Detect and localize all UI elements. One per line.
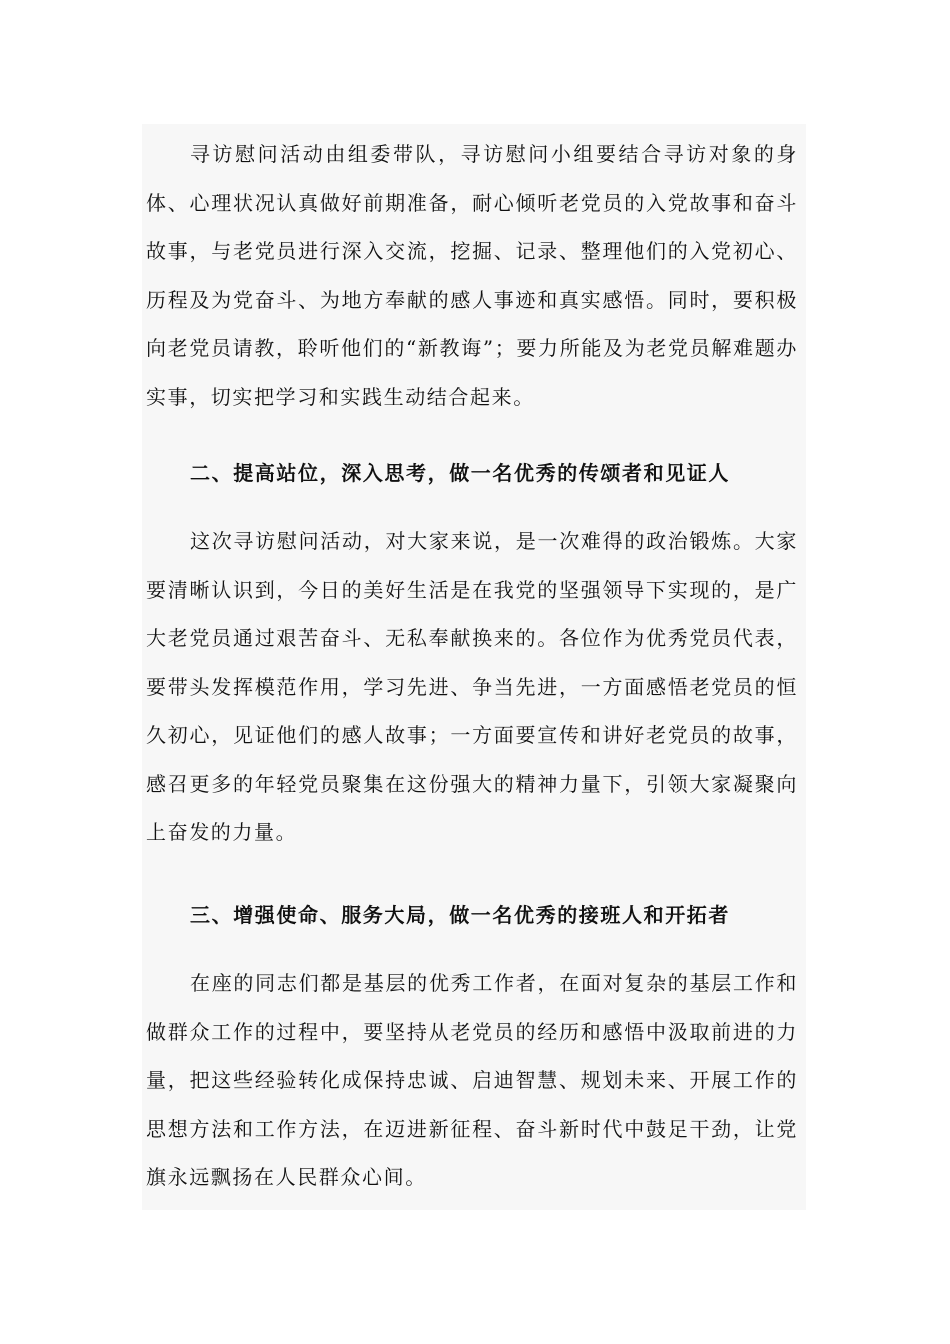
section-heading: 三、增强使命、服务大局，做一名优秀的接班人和开拓者	[190, 903, 730, 927]
body-paragraph: 寻访慰问活动由组委带队，寻访慰问小组要结合寻访对象的身体、心理状况认真做好前期准备，耐心倾听老党员的入党故事和奋斗故事，与老党员进行深入交流，挖掘、记录、整理他们的入党初心、历程及为党奋斗、为地方奉献的感人事迹和真实感悟。同时，要积极向老党员请教，聆听他们的“新教诲”；要力所能及为老党员解难题办实事，切实把学习和实践生动结合起来。	[146, 142, 798, 409]
body-paragraph: 这次寻访慰问活动，对大家来说，是一次难得的政治锻炼。大家要清晰认识到，今日的美好生活是在我党的坚强领导下实现的，是广大老党员通过艰苦奋斗、无私奉献换来的。各位作为优秀党员代表，要带头发挥模范作用，学习先进、争当先进，一方面感悟老党员的恒久初心，见证他们的感人故事；一方面要宣传和讲好老党员的故事，感召更多的年轻党员聚集在这份强大的精神力量下，引领大家凝聚向上奋发的力量。	[146, 529, 798, 844]
section-heading: 二、提高站位，深入思考，做一名优秀的传颂者和见证人	[190, 461, 730, 485]
document-page	[142, 124, 806, 1210]
body-paragraph: 在座的同志们都是基层的优秀工作者，在面对复杂的基层工作和做群众工作的过程中，要坚持从老党员的经历和感悟中汲取前进的力量，把这些经验转化成保持忠诚、启迪智慧、规划未来、开展工作的思想方法和工作方法，在迈进新征程、奋斗新时代中鼓足干劲，让党旗永远飘扬在人民群众心间。	[146, 971, 798, 1189]
